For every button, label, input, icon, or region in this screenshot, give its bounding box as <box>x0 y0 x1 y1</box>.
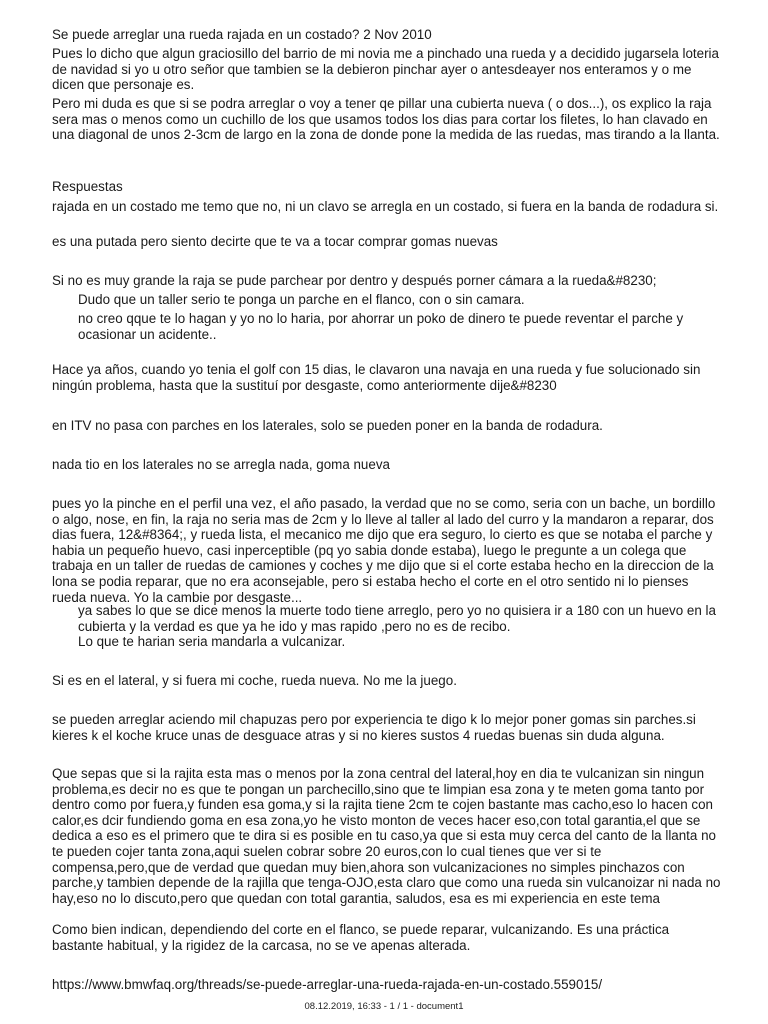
answer-9: se pueden arreglar aciendo mil chapuzas pero por experiencia te digo k lo mejor poner gomas sin parches.si kieres k el koche kruce unas de desguace atras y si no kieres sustos 4 ruedas buenas sin duda alguna. <box>52 712 696 743</box>
answer-5: en ITV no pasa con parches en los laterales, solo se pueden poner en la banda de rodadura. <box>52 418 603 433</box>
question-paragraph-2: Pero mi duda es que si se podra arreglar o voy a tener qe pillar una cubierta nueva ( o dos...), os explico la raja sera mas o menos como un cuchillo de los que usamos todos los dias para cortar los filetes, lo han clavado en una diagonal de unos 2-3cm de largo en la zona de donde pone la medida de las ruedas, mas tirando a la llanta. <box>52 96 720 143</box>
answer-11: Como bien indican, dependiendo del corte en el flanco, se puede reparar, vulcanizando. Es una práctica bastante habitual, y la rigidez de la carcasa, no se ve apenas alterada. <box>52 922 670 953</box>
answer-1: rajada en un costado me temo que no, ni un clavo se arregla en un costado, si fuera en la banda de rodadura si. <box>52 199 719 214</box>
answer-10: Que sepas que si la rajita esta mas o menos por la zona central del lateral,hoy en dia te vulcanizan sin ningun problema,es decir no es que te pongan un parchecillo,sino que te limpian esa zona y te meten goma tanto por dentro como por fuera,y funden esa goma,y si la rajita tiene 2cm te cojen bastante mas cacho,eso lo hacen con calor,es dcir fundiendo goma en esa zona,yo he visto monton de veces hacer eso,con total garantia,el que se dedica a eso es el primero que te dira si es posible en tu caso,ya que si esta muy cerca del canto de la llanta no te pueden cojer tanta zona,aqui suelen cobrar sobre 20 euros,con lo cual tienes que ver si te compensa,pero,que de verdad que quedan muy bien,ahora son vulcanizaciones no simples pinchazos con parche,y tambien depende de la rajilla que tenga-OJO,esta claro que como una rueda sin vulcanoizar ni nada no hay,eso no lo discuto,pero que quedan con total garantia, saludos, esa es mi experiencia en este tema <box>52 766 721 906</box>
answer-2: es una putada pero siento decirte que te va a tocar comprar gomas nuevas <box>52 234 498 249</box>
answer-7-reply-2: Lo que te harian seria mandarla a vulcanizar. <box>78 634 346 649</box>
thread-title: Se puede arreglar una rueda rajada en un costado? 2 Nov 2010 <box>52 27 432 42</box>
answer-7: pues yo la pinche en el perfil una vez, el año pasado, la verdad que no se como, seria con un bache, un bordillo o algo, nose, en fin, la raja no seria mas de 2cm y lo lleve al taller al lado del curro y la mandaron a reparar, dos dias fuera, 12&#8364;, y rueda lista, el mecanico me dijo que era seguro, lo cierto es que se notaba el parche y habia un pequeño huevo, casi inperceptible (pq yo sabia donde estaba), luego le pregunte a un colega que trabaja en un taller de ruedas de camiones y coches y me dijo que si el corte estaba hecho en la direccion de la lona se podia reparar, que no era aconsejable, pero si estaba hecho el corte en el otro sentido ni lo pienses rueda nueva. Yo la cambie por desgaste... <box>52 496 716 605</box>
answer-8: Si es en el lateral, y si fuera mi coche, rueda nueva. No me la juego. <box>52 673 457 688</box>
answer-3: Si no es muy grande la raja se pude parchear por dentro y después porner cámara a la rueda&#8230; <box>52 273 657 288</box>
answer-6: nada tio en los laterales no se arregla nada, goma nueva <box>52 457 390 472</box>
answer-3-reply-1: Dudo que un taller serio te ponga un parche en el flanco, con o sin camara. <box>78 292 525 307</box>
page-footer: 08.12.2019, 16:33 - 1 / 1 - document1 <box>304 1001 464 1012</box>
answers-heading: Respuestas <box>52 179 123 194</box>
answer-7-reply-1: ya sabes lo que se dice menos la muerte todo tiene arreglo, pero yo no quisiera ir a 180 con un huevo en la cubierta y la verdad es que ya he ido y mas rapido ,pero no es de recibo. <box>78 603 716 634</box>
answer-3-reply-2: no creo qque te lo hagan y yo no lo haria, por ahorrar un poko de dinero te puede reventar el parche y ocasionar un acidente.. <box>78 311 684 342</box>
question-paragraph-1: Pues lo dicho que algun graciosillo del barrio de mi novia me a pinchado una rueda y a decidido jugarsela loteria de navidad si yo u otro señor que tambien se la debieron pinchar ayer o antesdeayer nos enteramos y o me dicen que personaje es. <box>52 46 719 93</box>
answer-4: Hace ya años, cuando yo tenia el golf con 15 dias, le clavaron una navaja en una rueda y fue solucionado sin ningún problema, hasta que la sustituí por desgaste, como anteriormente dije&#8230 <box>52 362 701 393</box>
source-url: https://www.bmwfaq.org/threads/se-puede-arreglar-una-rueda-rajada-en-un-costado.559015/ <box>52 977 603 992</box>
